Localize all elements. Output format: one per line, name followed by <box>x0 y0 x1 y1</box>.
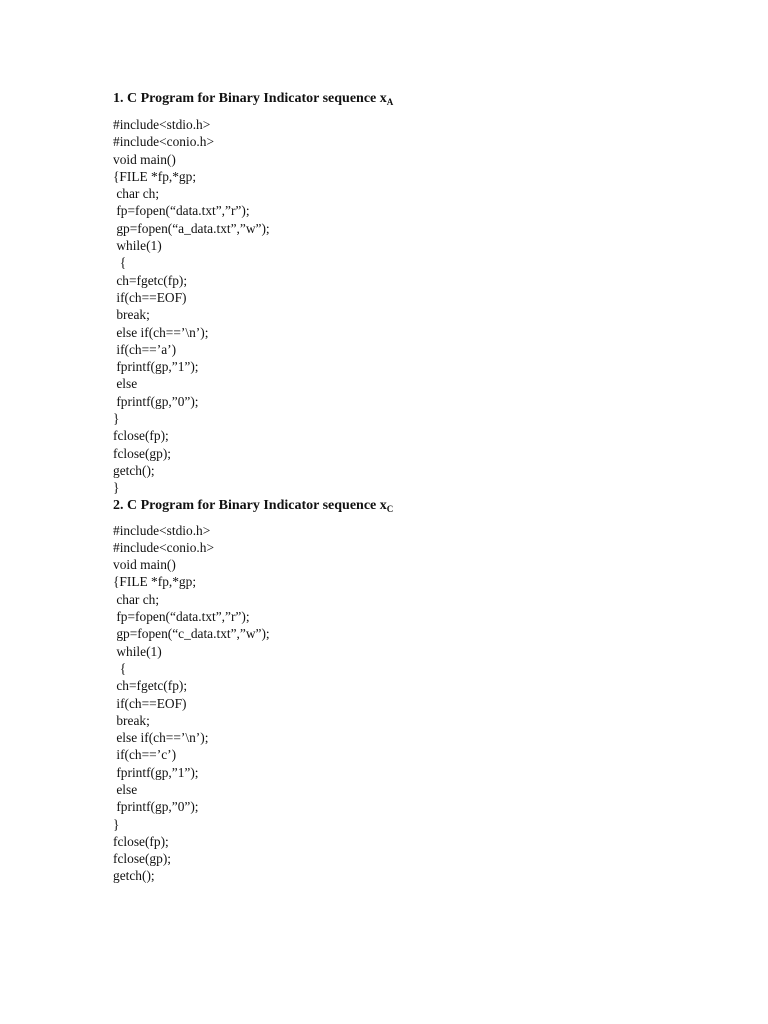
code-line: fprintf(gp,”1”); <box>113 764 199 780</box>
code-line: } <box>113 480 120 496</box>
section-heading <box>113 90 713 107</box>
code-line: ch=fgetc(fp); <box>113 678 188 694</box>
code-line: fprintf(gp,”0”); <box>113 393 199 409</box>
code-line: #include<conio.h> <box>113 134 215 150</box>
code-line: while(1) <box>113 238 162 254</box>
code-line: gp=fopen(“a_data.txt”,”w”); <box>113 220 270 236</box>
code-line: fprintf(gp,”1”); <box>113 359 199 375</box>
code-line: if(ch==EOF) <box>113 695 187 711</box>
section-binary-indicator-a <box>113 90 713 497</box>
code-line: } <box>113 816 120 832</box>
code-line: fclose(gp); <box>113 851 172 867</box>
code-line: if(ch==EOF) <box>113 289 187 305</box>
heading-text: 2. C Program for Binary Indicator sequence x <box>113 497 387 513</box>
code-line: char ch; <box>113 591 160 607</box>
code-line: else <box>113 376 138 392</box>
code-line: {FILE *fp,*gp; <box>113 574 197 590</box>
code-line: while(1) <box>113 643 162 659</box>
code-listing <box>113 116 713 497</box>
heading-subscript: C <box>386 503 394 514</box>
heading-subscript: A <box>386 97 394 107</box>
code-line: fclose(fp); <box>113 428 169 444</box>
code-line: if(ch==’a’) <box>113 341 177 357</box>
code-line: if(ch==’c’) <box>113 747 177 763</box>
code-line: ch=fgetc(fp); <box>113 272 188 288</box>
section-heading <box>113 497 713 514</box>
code-listing <box>113 522 713 885</box>
code-line: getch(); <box>113 868 155 884</box>
code-line: char ch; <box>113 186 160 202</box>
code-line: else <box>113 781 138 797</box>
section-binary-indicator-c <box>113 497 713 885</box>
code-line: fclose(fp); <box>113 833 169 849</box>
code-line: else if(ch==’\n’); <box>113 324 209 340</box>
code-line: #include<stdio.h> <box>113 522 211 538</box>
code-line: fclose(gp); <box>113 445 172 461</box>
code-line: break; <box>113 307 150 323</box>
code-line: fp=fopen(“data.txt”,”r”); <box>113 609 250 625</box>
code-line: else if(ch==’\n’); <box>113 730 209 746</box>
code-line: void main() <box>113 557 176 573</box>
code-line: #include<conio.h> <box>113 539 215 555</box>
code-line: #include<stdio.h> <box>113 117 211 132</box>
code-line: void main() <box>113 151 176 167</box>
code-line: fp=fopen(“data.txt”,”r”); <box>113 203 250 219</box>
heading-text: 1. C Program for Binary Indicator sequence x <box>113 91 387 106</box>
document-page <box>113 90 713 885</box>
code-line: getch(); <box>113 462 155 478</box>
code-line: {FILE *fp,*gp; <box>113 168 197 184</box>
code-line: fprintf(gp,”0”); <box>113 799 199 815</box>
code-line: { <box>113 660 127 676</box>
code-line: break; <box>113 712 150 728</box>
code-line: { <box>113 255 127 271</box>
code-line: } <box>113 411 120 427</box>
code-line: gp=fopen(“c_data.txt”,”w”); <box>113 626 270 642</box>
